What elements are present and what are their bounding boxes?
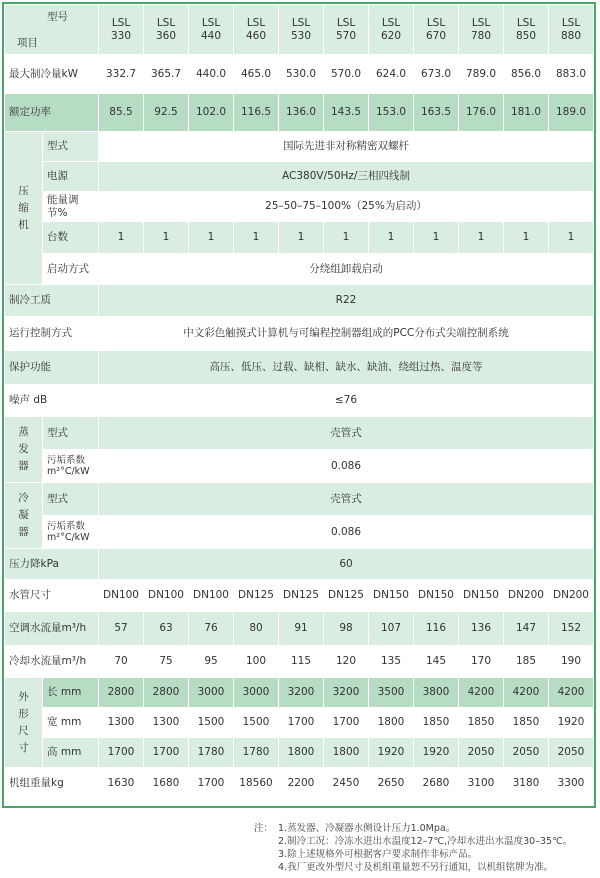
evaporator-group-char: 发: [18, 443, 29, 455]
compressor-group-char: 压: [18, 184, 29, 197]
length-value: 4200: [459, 678, 504, 708]
width-value: 1850: [504, 708, 549, 738]
pipe-value: DN125: [279, 580, 324, 612]
table-row: [5, 5, 594, 55]
table-row: [5, 612, 594, 646]
width-value: 1300: [99, 708, 144, 738]
table-row: [5, 55, 594, 94]
rated-power-value: 189.0: [549, 94, 594, 132]
rated-power-value: 92.5: [144, 94, 189, 132]
chilled-flow-value: 91: [279, 612, 324, 646]
max-cooling-value: 624.0: [369, 55, 414, 94]
model-header: [234, 5, 279, 55]
weight-value: 3180: [504, 768, 549, 800]
chilled-flow-value: 107: [369, 612, 414, 646]
dimensions-group-char: 尺: [18, 724, 29, 737]
fouling-label-line1: 污垢系数: [47, 521, 86, 532]
rated-power-value: 136.0: [279, 94, 324, 132]
condenser-group-char: 器: [18, 526, 29, 538]
chilled-flow-value: 116: [414, 612, 459, 646]
model-number: 670: [425, 29, 447, 42]
cooling-flow-value: 95: [189, 646, 234, 678]
table-row: [5, 417, 594, 450]
cooling-flow-value: 75: [144, 646, 189, 678]
max-cooling-label: 最大制冷量kW: [5, 55, 99, 94]
weight-label: 机组重量kg: [5, 768, 99, 800]
length-value: 4200: [504, 678, 549, 708]
rated-power-label: 额定功率: [5, 94, 99, 132]
model-header: [459, 5, 504, 55]
height-value: 2050: [459, 738, 504, 768]
rated-power-value: 153.0: [369, 94, 414, 132]
max-cooling-value: 465.0: [234, 55, 279, 94]
dimensions-group-char: 形: [18, 707, 29, 720]
table-row: [5, 738, 594, 768]
width-value: 1920: [549, 708, 594, 738]
table-row: [5, 162, 594, 192]
model-prefix: LSL: [471, 16, 491, 29]
model-number: 880: [560, 29, 582, 42]
height-value: 1780: [234, 738, 279, 768]
weight-value: 2200: [279, 768, 324, 800]
cooling-flow-value: 190: [549, 646, 594, 678]
compressor-group-char: 机: [18, 218, 29, 231]
cooling-flow-value: 170: [459, 646, 504, 678]
model-prefix: LSL: [426, 16, 446, 29]
compressor-capacity-label: 能量调节%: [43, 192, 99, 222]
pipe-value: DN100: [144, 580, 189, 612]
compressor-count-label: 台数: [43, 222, 99, 254]
compressor-count-value: 1: [99, 222, 144, 254]
compressor-count-value: 1: [504, 222, 549, 254]
length-value: 2800: [144, 678, 189, 708]
compressor-count-value: 1: [414, 222, 459, 254]
model-number: 570: [335, 29, 357, 42]
pipe-value: DN150: [459, 580, 504, 612]
weight-value: 2450: [324, 768, 369, 800]
weight-value: 1630: [99, 768, 144, 800]
length-value: 3500: [369, 678, 414, 708]
weight-value: 1680: [144, 768, 189, 800]
compressor-type-label: 型式: [43, 132, 99, 162]
pipe-value: DN100: [189, 580, 234, 612]
condenser-group-char: 凝: [18, 509, 29, 521]
chilled-flow-value: 147: [504, 612, 549, 646]
length-value: 3200: [324, 678, 369, 708]
max-cooling-value: 530.0: [279, 55, 324, 94]
cooling-flow-label: 冷却水流量m³/h: [5, 646, 99, 678]
header-corner: [5, 5, 99, 55]
height-value: 2050: [504, 738, 549, 768]
table-row: [5, 768, 594, 800]
model-header: [549, 5, 594, 55]
rated-power-value: 102.0: [189, 94, 234, 132]
model-prefix: LSL: [246, 16, 266, 29]
pipe-value: DN100: [99, 580, 144, 612]
model-number: 850: [515, 29, 537, 42]
dimensions-group-char: 寸: [18, 741, 29, 754]
evaporator-fouling-label: [43, 450, 99, 483]
compressor-count-value: 1: [234, 222, 279, 254]
control-value: 中文彩色触摸式计算机与可编程控制器组成的PCC分布式尖端控制系统: [99, 317, 594, 351]
weight-value: 2680: [414, 768, 459, 800]
max-cooling-value: 789.0: [459, 55, 504, 94]
control-label: 运行控制方式: [5, 317, 99, 351]
weight-value: 1700: [189, 768, 234, 800]
model-header: [279, 5, 324, 55]
length-value: 3000: [189, 678, 234, 708]
compressor-power-value: AC380V/50Hz/三相四线制: [99, 162, 594, 192]
rated-power-value: 85.5: [99, 94, 144, 132]
model-prefix: LSL: [156, 16, 176, 29]
model-prefix: LSL: [291, 16, 311, 29]
chilled-flow-value: 98: [324, 612, 369, 646]
fouling-label-line1: 污垢系数: [47, 455, 86, 466]
model-prefix: LSL: [516, 16, 536, 29]
model-header: [144, 5, 189, 55]
table-row: [5, 222, 594, 254]
max-cooling-value: 856.0: [504, 55, 549, 94]
model-prefix: LSL: [201, 16, 221, 29]
fouling-label-line2: m²°C/kW: [47, 466, 90, 477]
height-value: 1920: [414, 738, 459, 768]
note-2: 2.制冷工况：冷冻水进出水温度12–7℃,冷却水进出水温度30–35℃。: [278, 836, 573, 847]
note-3: 3.除上述规格外可根据客户要求制作非标产品。: [278, 849, 478, 860]
cooling-flow-value: 145: [414, 646, 459, 678]
pipe-value: DN150: [414, 580, 459, 612]
evaporator-group: [5, 417, 43, 483]
model-header: [369, 5, 414, 55]
rated-power-value: 176.0: [459, 94, 504, 132]
length-value: 3800: [414, 678, 459, 708]
table-row: [5, 549, 594, 580]
model-header: [324, 5, 369, 55]
model-number: 330: [110, 29, 132, 42]
compressor-count-value: 1: [279, 222, 324, 254]
compressor-type-value: 国际先进非对称精密双螺杆: [99, 132, 594, 162]
table-row: [5, 351, 594, 385]
width-label: 宽 mm: [43, 708, 99, 738]
width-value: 1700: [279, 708, 324, 738]
table-row: [5, 132, 594, 162]
model-number: 780: [470, 29, 492, 42]
table-row: [5, 678, 594, 708]
notes-prefix: 注：: [254, 823, 274, 834]
corner-model-label: 型号: [47, 11, 68, 23]
weight-value: 3100: [459, 768, 504, 800]
evaporator-fouling-value: 0.086: [99, 450, 594, 483]
chilled-flow-value: 57: [99, 612, 144, 646]
compressor-count-value: 1: [324, 222, 369, 254]
table-row: [5, 285, 594, 317]
max-cooling-value: 440.0: [189, 55, 234, 94]
height-value: 1800: [279, 738, 324, 768]
model-number: 360: [155, 29, 177, 42]
pipe-value: DN200: [504, 580, 549, 612]
note-row: [254, 848, 572, 861]
model-prefix: LSL: [561, 16, 581, 29]
protection-label: 保护功能: [5, 351, 99, 385]
condenser-type-label: 型式: [43, 483, 99, 516]
width-value: 1850: [414, 708, 459, 738]
model-header: [414, 5, 459, 55]
compressor-count-value: 1: [369, 222, 414, 254]
max-cooling-value: 332.7: [99, 55, 144, 94]
evaporator-group-char: 蒸: [18, 426, 29, 438]
max-cooling-value: 673.0: [414, 55, 459, 94]
table-row: [5, 385, 594, 417]
compressor-group-char: 缩: [18, 201, 29, 214]
table-row: [5, 483, 594, 516]
evaporator-type-value: 壳管式: [99, 417, 594, 450]
condenser-group: [5, 483, 43, 549]
condenser-fouling-value: 0.086: [99, 516, 594, 549]
table-row: [5, 94, 594, 132]
cooling-flow-value: 120: [324, 646, 369, 678]
condenser-type-value: 壳管式: [99, 483, 594, 516]
model-header: [99, 5, 144, 55]
note-row: [254, 835, 572, 848]
compressor-count-value: 1: [189, 222, 234, 254]
refrigerant-value: R22: [99, 285, 594, 317]
model-number: 530: [290, 29, 312, 42]
weight-value: 18560: [234, 768, 279, 800]
length-value: 3200: [279, 678, 324, 708]
length-value: 2800: [99, 678, 144, 708]
notes: [254, 822, 572, 874]
compressor-count-value: 1: [144, 222, 189, 254]
condenser-group-char: 冷: [18, 492, 29, 504]
max-cooling-value: 365.7: [144, 55, 189, 94]
compressor-capacity-value: 25–50–75–100%（25%为启动）: [99, 192, 594, 222]
rated-power-value: 163.5: [414, 94, 459, 132]
weight-value: 3300: [549, 768, 594, 800]
note-row: [254, 861, 572, 874]
compressor-count-value: 1: [459, 222, 504, 254]
cooling-flow-value: 135: [369, 646, 414, 678]
chilled-flow-value: 76: [189, 612, 234, 646]
note-1: 1.蒸发器、冷凝器水侧设计压力1.0Mpa。: [278, 823, 456, 834]
table-row: [5, 192, 594, 222]
chilled-flow-label: 空调水流量m³/h: [5, 612, 99, 646]
chilled-flow-value: 63: [144, 612, 189, 646]
pipe-value: DN200: [549, 580, 594, 612]
table-row: [5, 450, 594, 483]
width-value: 1850: [459, 708, 504, 738]
refrigerant-label: 制冷工质: [5, 285, 99, 317]
cooling-flow-value: 185: [504, 646, 549, 678]
condenser-fouling-label: [43, 516, 99, 549]
weight-value: 2650: [369, 768, 414, 800]
length-value: 4200: [549, 678, 594, 708]
width-value: 1300: [144, 708, 189, 738]
pressure-drop-label: 压力降kPa: [5, 549, 99, 580]
pipe-value: DN125: [234, 580, 279, 612]
table-row: [5, 516, 594, 549]
pipe-value: DN150: [369, 580, 414, 612]
rated-power-value: 116.5: [234, 94, 279, 132]
table-row: [5, 580, 594, 612]
note-4: 4.我厂更改外型尺寸及机组重量恕不另行通知，以机组铭牌为准。: [278, 862, 554, 873]
length-label: 长 mm: [43, 678, 99, 708]
cooling-flow-value: 100: [234, 646, 279, 678]
model-number: 440: [200, 29, 222, 42]
rated-power-value: 143.5: [324, 94, 369, 132]
model-number: 460: [245, 29, 267, 42]
protection-value: 高压、低压、过载、缺相、缺水、缺油、绕组过热、温度等: [99, 351, 594, 385]
max-cooling-value: 883.0: [549, 55, 594, 94]
model-header: [189, 5, 234, 55]
cooling-flow-value: 115: [279, 646, 324, 678]
chilled-flow-value: 152: [549, 612, 594, 646]
compressor-group: [5, 132, 43, 285]
fouling-label-line2: m²°C/kW: [47, 532, 90, 543]
cooling-flow-value: 70: [99, 646, 144, 678]
length-value: 3000: [234, 678, 279, 708]
pipe-label: 水管尺寸: [5, 580, 99, 612]
height-value: 1780: [189, 738, 234, 768]
max-cooling-value: 570.0: [324, 55, 369, 94]
compressor-count-value: 1: [549, 222, 594, 254]
height-label: 高 mm: [43, 738, 99, 768]
spec-table: [4, 4, 594, 800]
note-row: [254, 822, 572, 835]
noise-label: 噪声 dB: [5, 385, 99, 417]
table-row: [5, 317, 594, 351]
model-prefix: LSL: [111, 16, 131, 29]
pressure-drop-value: 60: [99, 549, 594, 580]
height-value: 1700: [144, 738, 189, 768]
height-value: 2050: [549, 738, 594, 768]
compressor-power-label: 电源: [43, 162, 99, 192]
evaporator-group-char: 器: [18, 460, 29, 472]
rated-power-value: 181.0: [504, 94, 549, 132]
table-row: [5, 708, 594, 738]
chilled-flow-value: 136: [459, 612, 504, 646]
model-prefix: LSL: [381, 16, 401, 29]
compressor-start-label: 启动方式: [43, 254, 99, 285]
corner-item-label: 项目: [17, 37, 38, 49]
table-row: [5, 646, 594, 678]
height-value: 1700: [99, 738, 144, 768]
model-prefix: LSL: [336, 16, 356, 29]
table-row: [5, 254, 594, 285]
width-value: 1500: [189, 708, 234, 738]
dimensions-group-char: 外: [18, 690, 29, 703]
height-value: 1920: [369, 738, 414, 768]
width-value: 1500: [234, 708, 279, 738]
width-value: 1700: [324, 708, 369, 738]
chilled-flow-value: 80: [234, 612, 279, 646]
model-header: [504, 5, 549, 55]
compressor-start-value: 分绕组卸载启动: [99, 254, 594, 285]
model-number: 620: [380, 29, 402, 42]
pipe-value: DN125: [324, 580, 369, 612]
dimensions-group: [5, 678, 43, 768]
evaporator-type-label: 型式: [43, 417, 99, 450]
width-value: 1800: [369, 708, 414, 738]
height-value: 1800: [324, 738, 369, 768]
noise-value: ≤76: [99, 385, 594, 417]
